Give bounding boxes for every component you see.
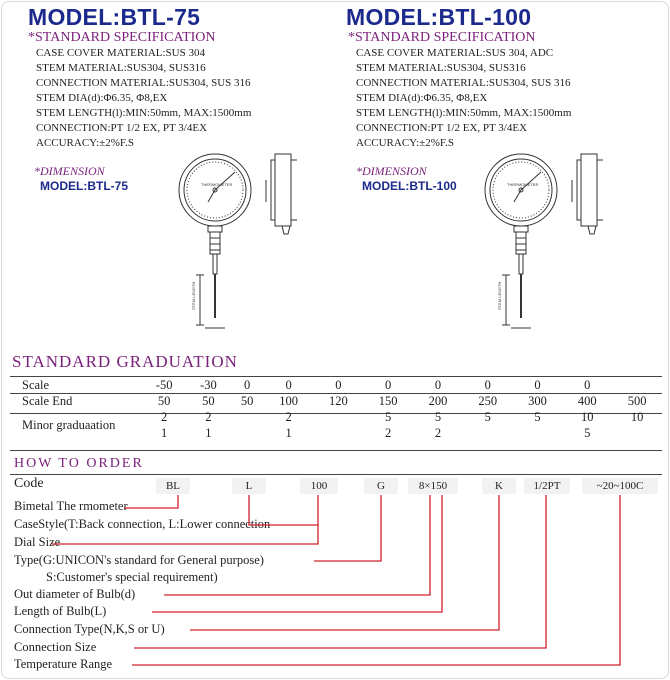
order-item-bimetal: Bimetal The rmometer bbox=[14, 499, 128, 513]
order-item-type: Type(G:UNICON's standard for General purpose) bbox=[14, 553, 264, 567]
model-title-btl75: MODEL:BTL-75 bbox=[28, 4, 201, 30]
order-item-conn-type: Connection Type(N,K,S or U) bbox=[14, 622, 165, 636]
table-cell: 5 bbox=[534, 410, 541, 424]
code-box-conn-type: K bbox=[482, 478, 516, 494]
row-label: Scale bbox=[22, 378, 50, 392]
row-label: Scale End bbox=[22, 394, 73, 408]
order-item-temp-range: Temperature Range bbox=[14, 657, 113, 671]
spec-line: STEM DIA(d):Φ6.35, Φ8,EX bbox=[356, 92, 488, 104]
table-cell: -50 bbox=[155, 378, 173, 392]
spec-line: STEM MATERIAL:SUS304, SUS316 bbox=[36, 62, 206, 74]
order-title: HOW TO ORDER bbox=[14, 456, 144, 471]
table-cell: 120 bbox=[329, 394, 348, 408]
spec-line: STEM LENGTH(l):MIN:50mm, MAX:1500mm bbox=[36, 107, 252, 119]
order-item-out-diameter: Out diameter of Bulb(d) bbox=[14, 587, 136, 601]
code-label: Code bbox=[14, 476, 44, 491]
dimension-heading-btl100: *DIMENSION bbox=[356, 164, 427, 178]
table-cell: 200 bbox=[428, 394, 448, 408]
code-box-bl: BL bbox=[156, 478, 190, 494]
svg-text:STEM LENGTH: STEM LENGTH bbox=[191, 281, 196, 310]
dimension-heading-btl75: *DIMENSION bbox=[34, 164, 105, 178]
table-cell: 1 bbox=[285, 426, 292, 440]
spec-line: ACCURACY:±2%F.S bbox=[356, 137, 454, 149]
order-item-type-s: S:Customer's special requirement) bbox=[46, 570, 218, 584]
code-box-bulb: 8×150 bbox=[408, 478, 458, 494]
svg-text:THERMOMETER: THERMOMETER bbox=[507, 182, 539, 187]
spec-line: CONNECTION:PT 1/2 EX, PT 3/4EX bbox=[356, 122, 528, 134]
table-cell: 0 bbox=[434, 378, 442, 392]
table-cell: 5 bbox=[484, 410, 491, 424]
order-item-case-style: CaseStyle(T:Back connection, L:Lower connection bbox=[14, 517, 271, 531]
graduation-title: STANDARD GRADUATION bbox=[12, 352, 238, 371]
spec-line: CASE COVER MATERIAL:SUS 304 bbox=[36, 47, 205, 59]
table-cell: 50 bbox=[240, 394, 254, 408]
table-cell: 0 bbox=[484, 378, 491, 392]
table-cell: 5 bbox=[584, 426, 591, 440]
table-cell: 500 bbox=[627, 394, 647, 408]
table-cell: 50 bbox=[157, 394, 171, 408]
table-cell: 2 bbox=[205, 410, 212, 424]
table-cell: 1 bbox=[161, 426, 168, 440]
spec-line: CASE COVER MATERIAL:SUS 304, ADC bbox=[356, 47, 554, 59]
row-label: Minor graduaation bbox=[22, 418, 116, 432]
model-title-btl100: MODEL:BTL-100 bbox=[346, 4, 532, 30]
table-cell: 300 bbox=[528, 394, 547, 408]
table-cell: 1 bbox=[205, 426, 212, 440]
table-cell: 0 bbox=[285, 378, 292, 392]
spec-heading-btl100: *STANDARD SPECIFICATION bbox=[348, 30, 536, 45]
table-cell: 10 bbox=[581, 410, 594, 424]
table-cell: -30 bbox=[200, 378, 217, 392]
table-cell: 0 bbox=[584, 378, 591, 392]
table-cell: 0 bbox=[335, 378, 342, 392]
svg-text:STEM LENGTH: STEM LENGTH bbox=[497, 281, 502, 310]
spec-line: CONNECTION MATERIAL:SUS304, SUS 316 bbox=[36, 77, 251, 89]
code-box-conn-size: 1/2PT bbox=[524, 478, 570, 494]
table-cell: 0 bbox=[534, 378, 541, 392]
table-cell: 400 bbox=[577, 394, 597, 408]
code-box-type: G bbox=[364, 478, 398, 494]
order-item-dial-size: Dial Size bbox=[14, 535, 61, 549]
spec-line: STEM LENGTH(l):MIN:50mm, MAX:1500mm bbox=[356, 107, 572, 119]
table-cell: 5 bbox=[385, 410, 392, 424]
spec-line: STEM DIA(d):Φ6.35, Φ8,EX bbox=[36, 92, 168, 104]
spec-line: CONNECTION:PT 1/2 EX, PT 3/4EX bbox=[36, 122, 208, 134]
table-cell: 100 bbox=[279, 394, 298, 408]
dimension-model-btl100: MODEL:BTL-100 bbox=[362, 179, 457, 193]
code-box-l: L bbox=[232, 478, 266, 494]
spec-heading-btl75: *STANDARD SPECIFICATION bbox=[28, 30, 216, 45]
table-cell: 250 bbox=[478, 394, 498, 408]
table-cell: 50 bbox=[202, 394, 215, 408]
code-box-temp-range: ~20~100C bbox=[582, 478, 658, 494]
table-cell: 0 bbox=[385, 378, 392, 392]
table-cell: 2 bbox=[434, 426, 442, 440]
order-item-bulb-length: Length of Bulb(L) bbox=[14, 604, 107, 618]
spec-line: CONNECTION MATERIAL:SUS304, SUS 316 bbox=[356, 77, 571, 89]
order-item-conn-size: Connection Size bbox=[14, 640, 97, 654]
table-cell: 2 bbox=[161, 410, 168, 424]
spec-line: STEM MATERIAL:SUS304, SUS316 bbox=[356, 62, 526, 74]
dimension-model-btl75: MODEL:BTL-75 bbox=[40, 179, 128, 193]
spec-line: ACCURACY:±2%F.S bbox=[36, 137, 134, 149]
table-cell: 10 bbox=[630, 410, 644, 424]
code-box-dial: 100 bbox=[300, 478, 338, 494]
table-cell: 5 bbox=[434, 410, 442, 424]
table-cell: 2 bbox=[285, 410, 292, 424]
table-cell: 0 bbox=[244, 378, 251, 392]
table-cell: 2 bbox=[385, 426, 392, 440]
svg-text:THERMOMETER: THERMOMETER bbox=[201, 182, 233, 187]
table-cell: 150 bbox=[378, 394, 398, 408]
